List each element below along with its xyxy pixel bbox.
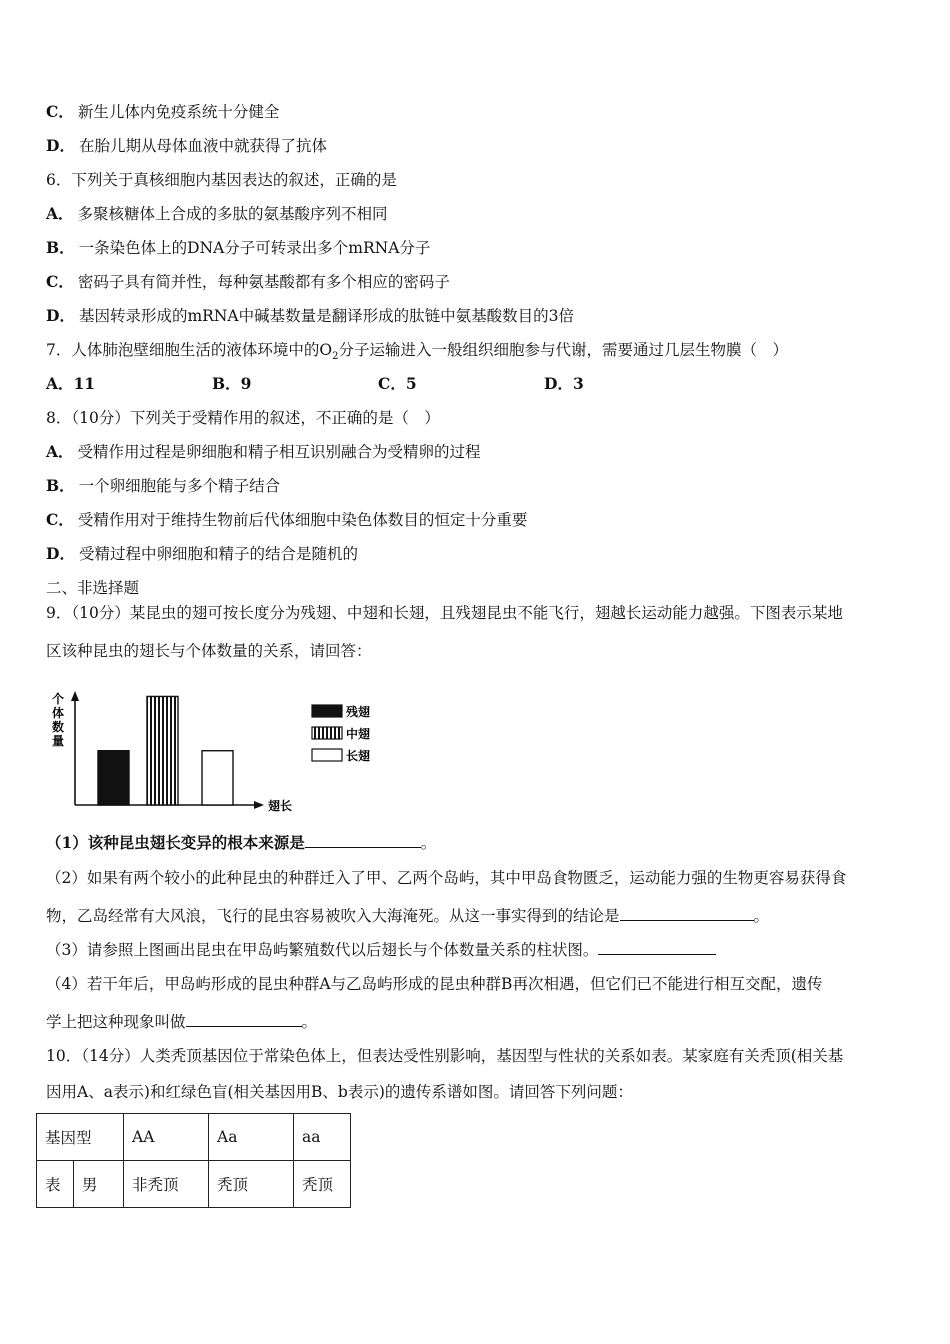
- chart-legend: [312, 704, 370, 763]
- y-axis-label-char: 个: [51, 692, 65, 706]
- q6-option-c: C． 密码子具有简并性，每种氨基酸都有多个相应的密码子: [46, 272, 450, 291]
- answer-blank-4[interactable]: [186, 1010, 302, 1027]
- legend-label-长翅: 长翅: [346, 749, 371, 763]
- q10-stem-line2: 因用A、a表示)和红绿色盲(相关基因用B、b表示)的遗传系谱如图。请回答下列问题：: [46, 1083, 633, 1101]
- q6-option-d: D． 基因转录形成的mRNA中碱基数量是翻译形成的肽链中氨基酸数目的3倍: [46, 306, 574, 325]
- q5-option-c: C． 新生儿体内免疫系统十分健全: [46, 102, 280, 121]
- bar-中翅: [147, 696, 178, 805]
- table-header-cell: Aa: [209, 1114, 294, 1161]
- x-axis-label: 翅长: [268, 799, 293, 813]
- q8-stem: 8．（10分）下列关于受精作用的叙述，不正确的是（ ）: [46, 409, 440, 427]
- q6-option-a: A． 多聚核糖体上合成的多肽的氨基酸序列不相同: [46, 204, 388, 223]
- table-cell: 非秃顶: [124, 1161, 209, 1208]
- q6-stem: 6．下列关于真核细胞内基因表达的叙述，正确的是: [46, 171, 397, 189]
- table-row: [37, 1161, 351, 1208]
- genotype-phenotype-table: [36, 1113, 351, 1208]
- legend-label-中翅: 中翅: [346, 727, 371, 741]
- q8-option-d: D． 受精过程中卵细胞和精子的结合是随机的: [46, 544, 358, 563]
- q8-option-c: C． 受精作用对于维持生物前后代体细胞中染色体数目的恒定十分重要: [46, 510, 528, 529]
- q9-stem-line1: 9．（10分）某昆虫的翅可按长度分为残翅、中翅和长翅，且残翅昆虫不能飞行，翅越长运动能力越强。下图表示某地: [46, 604, 843, 622]
- q9-part1: （1）该种昆虫翅长变异的根本来源是 。: [46, 833, 437, 852]
- table-cell: 男: [73, 1161, 123, 1208]
- q7-option-b: B．9: [212, 374, 252, 393]
- x-axis-arrow: [254, 801, 264, 809]
- q7-option-a: A．11: [46, 374, 96, 393]
- q7-option-c: C．5: [378, 374, 417, 393]
- table-cell: 表: [37, 1161, 74, 1208]
- q5-option-d: D． 在胎儿期从母体血液中就获得了抗体: [46, 136, 327, 155]
- table-header-cell: AA: [124, 1114, 209, 1161]
- answer-blank-3[interactable]: [598, 938, 716, 955]
- y-axis-label-char: 数: [51, 720, 65, 734]
- q9-part3: （3）请参照上图画出昆虫在甲岛屿繁殖数代以后翅长与个体数量关系的柱状图。: [46, 938, 716, 961]
- q7-stem: 7．人体肺泡壁细胞生活的液体环境中的$O_2$分子运输进入一般组织细胞参与代谢，需要通过几层生物膜（ ）: [46, 341, 788, 363]
- table-cell: 秃顶: [294, 1161, 351, 1208]
- q9-part2-line2: 物，乙岛经常有大风浪，飞行的昆虫容易被吹入大海淹死。从这一事实得到的结论是 。: [46, 904, 769, 927]
- table-header-cell: 基因型: [37, 1114, 124, 1161]
- bar-残翅: [98, 751, 129, 805]
- wing-length-bar-chart: [50, 683, 390, 813]
- y-axis-label-char: 体: [51, 706, 65, 720]
- q7-option-d: D．3: [544, 374, 584, 393]
- q8-option-a: A． 受精作用过程是卵细胞和精子相互识别融合为受精卵的过程: [46, 442, 481, 461]
- table-header-row: [37, 1114, 351, 1161]
- q7-options: [46, 373, 710, 395]
- table-header-cell: aa: [294, 1114, 351, 1161]
- table-cell: 秃顶: [209, 1161, 294, 1208]
- q9-part4-line2: 学上把这种现象叫做 。: [46, 1010, 317, 1033]
- section-heading: 二、非选择题: [46, 579, 140, 597]
- q9-stem-line2: 区该种昆虫的翅长与个体数量的关系，请回答：: [46, 642, 372, 660]
- q9-part4-line1: （4）若干年后，甲岛屿形成的昆虫种群A与乙岛屿形成的昆虫种群B再次相遇，但它们已不能进行相互交配，遗传: [46, 975, 823, 993]
- y-axis-label-char: 量: [51, 734, 65, 748]
- q6-option-b: B． 一条染色体上的DNA分子可转录出多个mRNA分子: [46, 238, 431, 257]
- answer-blank-2[interactable]: [620, 904, 754, 921]
- answer-blank-1[interactable]: [305, 831, 421, 848]
- legend-swatch-残翅: [312, 705, 342, 717]
- y-axis-label: [52, 691, 64, 748]
- q8-option-b: B． 一个卵细胞能与多个精子结合: [46, 476, 281, 495]
- legend-swatch-长翅: [312, 749, 342, 761]
- legend-label-残翅: 残翅: [346, 705, 371, 719]
- y-axis-arrow: [71, 691, 79, 701]
- q10-stem-line1: 10．（14分）人类秃顶基因位于常染色体上，但表达受性别影响，基因型与性状的关系如表。某家庭有关秃顶(相关基: [46, 1047, 844, 1065]
- bar-长翅: [202, 751, 233, 805]
- q9-part2-line1: （2）如果有两个较小的此种昆虫的种群迁入了甲、乙两个岛屿，其中甲岛食物匮乏，运动能力强的生物更容易获得食: [46, 869, 847, 887]
- legend-swatch-中翅: [312, 727, 342, 739]
